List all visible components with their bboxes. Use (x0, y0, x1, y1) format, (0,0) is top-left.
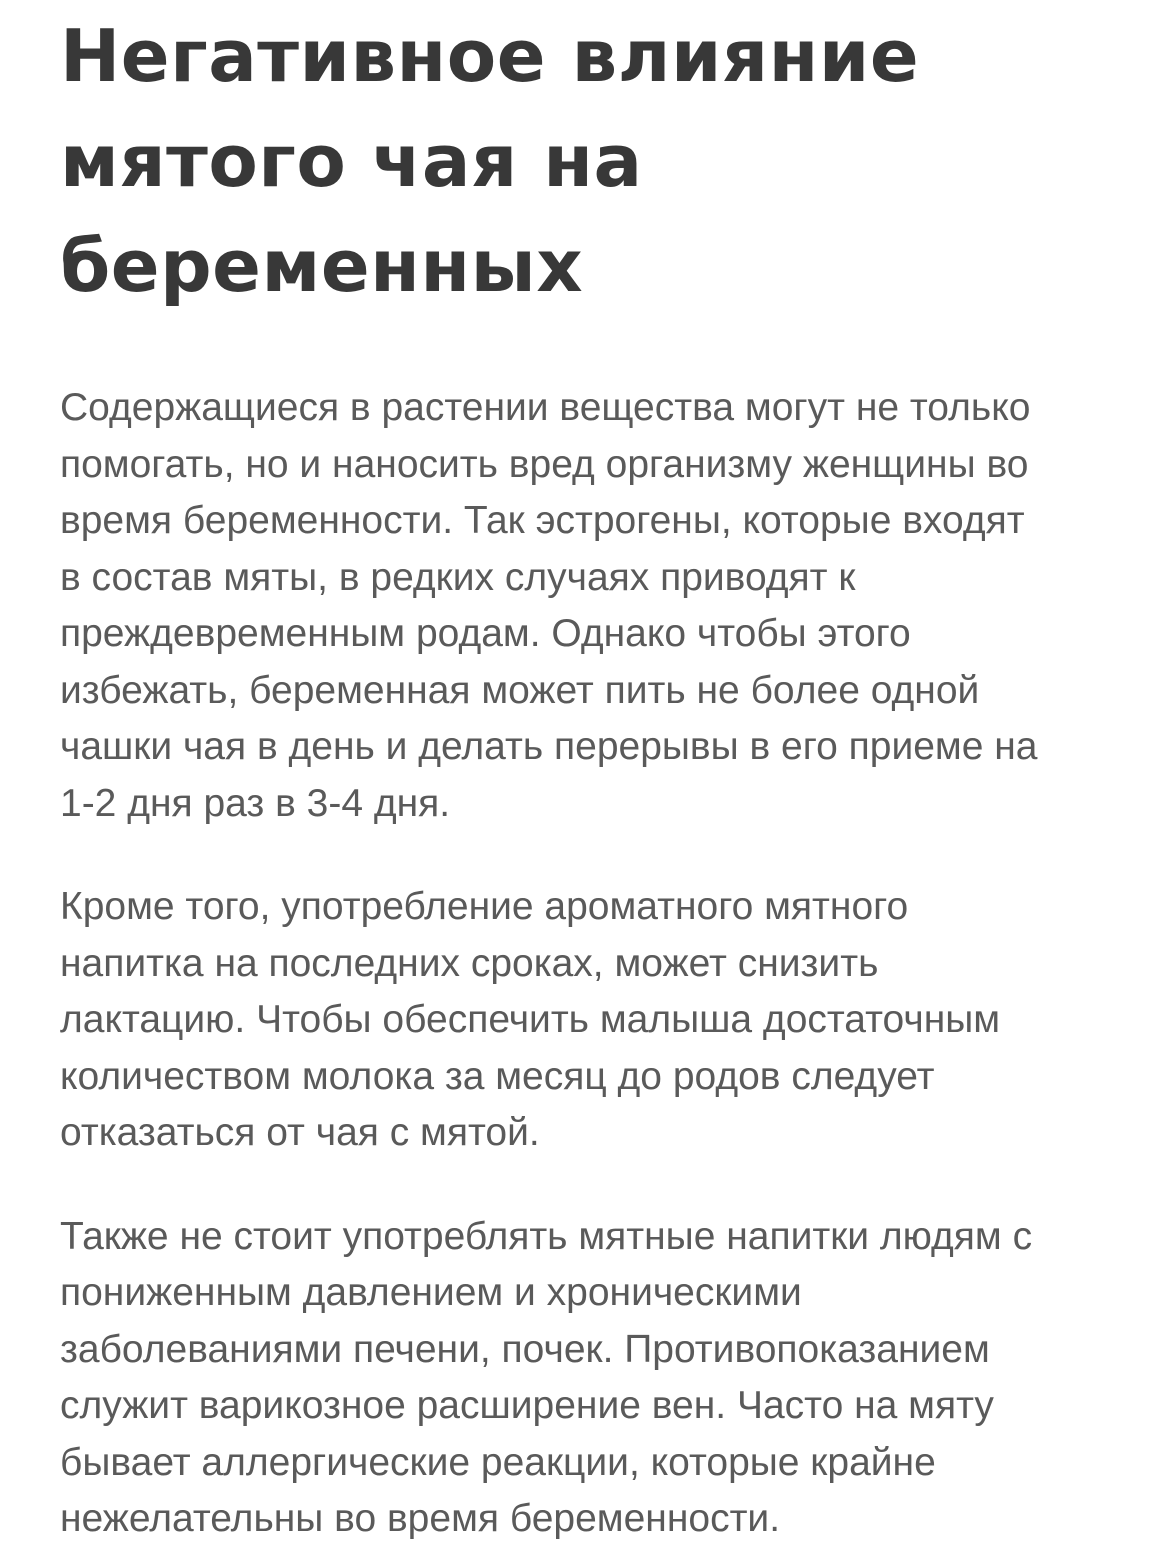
title-line: беременных (60, 224, 584, 308)
title-line: мятого чая на (60, 119, 643, 203)
paragraph-lactation (60, 879, 1120, 1162)
text-line: напитка на последних сроках, может снизить (60, 941, 879, 985)
text-line: время беременности. Так эстрогены, которые входят (60, 499, 1025, 542)
text-line: заболеваниями печени, почек. Противопоказанием (60, 1327, 990, 1371)
paragraph-pregnancy-risks (60, 380, 1120, 832)
text-line: бывает аллергические реакции, которые крайне (60, 1440, 936, 1484)
text-line: 1-2 дня раз в 3-4 дня. (60, 781, 451, 825)
text-line: отказаться от чая с мятой. (60, 1111, 540, 1154)
paragraph-contraindications (60, 1209, 1120, 1548)
text-line: пониженным давлением и хроническими (60, 1271, 802, 1314)
article-title (60, 0, 1120, 319)
text-line: чашки чая в день и делать перерывы в его приеме на (60, 725, 1038, 768)
title-line: Негативное влияние (60, 14, 920, 98)
text-line: количеством молока за месяц до родов следует (60, 1054, 935, 1098)
text-line: помогать, но и наносить вред организму женщины во (60, 442, 1029, 486)
text-line: служит варикозное расширение вен. Часто на мяту (60, 1384, 994, 1427)
text-line: преждевременным родам. Однако чтобы этого (60, 612, 911, 655)
text-line: Содержащиеся в растении вещества могут не только (60, 386, 1031, 429)
text-line: лактацию. Чтобы обеспечить малыша достаточным (60, 998, 1001, 1041)
text-line: в состав мяты, в редких случаях приводят к (60, 555, 856, 599)
text-line: Кроме того, употребление ароматного мятного (60, 885, 909, 928)
text-line: избежать, беременная может пить не более одной (60, 668, 980, 712)
text-line: Также не стоит употреблять мятные напитки людям с (60, 1214, 1033, 1258)
text-line: нежелательны во время беременности. (60, 1497, 781, 1540)
article (60, 0, 1120, 1548)
